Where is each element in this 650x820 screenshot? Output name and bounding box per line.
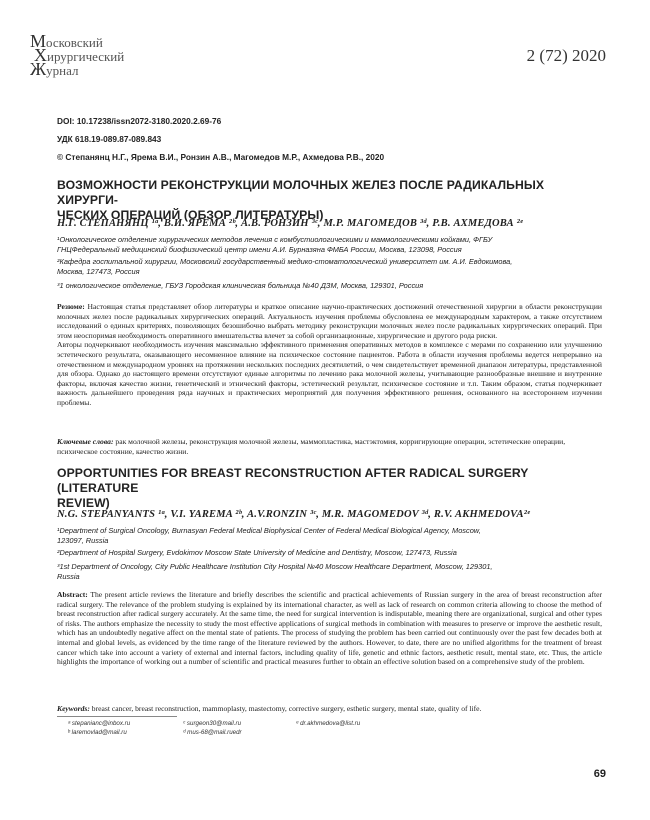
en-title-line-2: REVIEW) <box>57 496 110 510</box>
ru-abstract-text-2: Авторы подчеркивают необходимость изучения максимально эффективного применения оперативных методов в комплексе с мерами по сохранению или улучшению эстетического результата, оказывающего несомненное влияние на психическое состояние пациентов. Работа в области изучения проблемы ведется непрерывно на отечественном и международном уровнях на протяжении нескольких последних десятилетий, о чем свидетельствует временной диапазон литературы, представленной для обзора. Однако до настоящего времени отсутствуют единые алгоритмы по лечению рака молочной железы, учитывающие разнообразные внешние и внутренние факторы, включая качество жизни, генетический и этнический факторы, эстетический результат, психическое состояние и т.п. Таким образом, статья подчеркивает важность дальнейшего проведения ряда научных и практических мероприятий для получения эффективного решения, основанного на всестороннем изучении проблемы. <box>57 340 602 407</box>
en-keywords-text: breast cancer, breast reconstruction, mammoplasty, mastectomy, corrective surgery, esthetic surgery, mental state, quality of life. <box>89 704 482 713</box>
ru-affiliation-3: ³1 онкологическое отделение, ГБУЗ Городская клиническая больница №40 ДЗМ, Москва, 129301, Россия <box>57 281 424 290</box>
ru-keywords-label: Ключевые слова: <box>57 437 114 446</box>
en-affiliation-2: ²Department of Hospital Surgery, Evdokimov Moscow State University of Medicine and Dentistry, Moscow, 127473, Russia <box>57 548 457 557</box>
en-title <box>57 466 602 511</box>
issue-number: 2 (72) 2020 <box>526 46 606 65</box>
en-affil3-line-2: Russia <box>57 572 80 581</box>
ru-affil2-line-1: ²Кафедра госпитальной хирургии, Московский государственный медико-стоматологический университет им. А.И. Евдокимова, <box>57 257 513 266</box>
ru-affil1-line-1: ¹Онкологическое отделение хирургических методов лечения с комбустиологическими и маммологическими койками, ФГБУ <box>57 235 493 244</box>
en-affil3-line-1: ³1st Department of Oncology, City Public Healthcare Institution City Hospital №40 Moscow Healthcare Department, Moscow, 129301, <box>57 562 493 571</box>
ru-keywords-text: рак молочной железы, реконструкция молочной железы, маммопластика, мастэктомия, корригирующие операции, эстетические операции, психическое состояние, качество жизни. <box>57 437 566 456</box>
ru-abstract-text: Настоящая статья представляет обзор литературы и краткое описание научно-практических достижений отечественной хирургии в области реконструкции молочных желез после радикальных хирургических операций. Актуальность изучения проблемы обусловлена ее международным характером, а также отсутствием исследований о единых критериях, позволяющих безошибочно выбрать методику реконструкции молочных желез после радикальных хирургических операций. При этом неоспоримая необходимость оперативного вмешательства влечет за собой организационные, хирургические и другого рода риски. <box>57 302 602 340</box>
footnote-e: ᵉ dr.akhmedova@list.ru <box>296 720 361 727</box>
logo-line-2: Хирургический <box>34 45 125 65</box>
footnote-d: ᵈ mus-68@mail.ruedr <box>183 729 242 736</box>
footnote-a: ᵃ stepanianc@inbox.ru <box>68 720 131 727</box>
footnote-b: ᵇ laremovlad@mail.ru <box>68 729 127 736</box>
ru-abstract-label: Резюме: <box>57 302 85 311</box>
ru-affiliation-2 <box>57 257 602 277</box>
en-affiliation-1 <box>57 526 602 546</box>
footnote-c: ᶜ surgeon30@mail.ru <box>183 720 242 727</box>
en-abstract-label: Abstract: <box>57 590 88 599</box>
ru-affiliation-1 <box>57 235 602 255</box>
ru-title-line-2: ЧЕСКИХ ОПЕРАЦИЙ (ОБЗОР ЛИТЕРАТУРЫ) <box>57 208 324 222</box>
en-abstract-text: The present article reviews the literature and briefly describes the scientific and practical achievements of Russian surgery in the area of breast reconstruction after radical surgery. The relevance of the problem studying is explained by its international character, as well as lack of research on common criteria allowing to choose the method of breast reconstruction after radical surgery accurately. At the same time, the need for surgical intervention is indisputable, meaning there are organizational, surgical and other types of risks. The authors emphasize the necessity to study the most effective applications of surgical methods in combination with measures to preserve or improve the aesthetic result, which has an undoubtedly negative affect on the mental state of patients. The process of studying the problem has been carried out continuously over the past few decades both at internal and global levels, as evidenced by the time range of the literature reviewed by the authors. However, to date, there are no unified algorithms for the treatment of breast cancer which take into account a variety of external and internal factors, including quality of life, genetic and ethnic factors, aesthetic result, mental state, etc. Thus, the article highlights the importance of working out a number of scientific and practical measures further to obtain an effective solution based on a comprehensive study of the problem. <box>57 590 602 667</box>
page-number: 69 <box>593 768 606 780</box>
logo-line-1: Московский <box>30 31 103 51</box>
footnote-rule <box>57 716 177 717</box>
logo-line-3: Журнал <box>30 59 79 79</box>
en-abstract <box>57 590 602 667</box>
ru-affil2-line-2: Москва, 127473, Россия <box>57 267 140 276</box>
doi: DOI: 10.17238/issn2072-3180.2020.2.69-76 <box>57 116 222 126</box>
ru-keywords <box>57 437 602 456</box>
en-authors: N.G. STEPANYANTS ¹ᵃ, V.I. YAREMA ²ᵇ, A.V.RONZIN ³ᶜ, M.R. MAGOMEDOV ³ᵈ, R.V. AKHMEDOVA²ᵉ <box>57 509 531 520</box>
en-affil1-line-1: ¹Department of Surgical Oncology, Burnasyan Federal Medical Biophysical Center of Federal Medical Biological Agency, Moscow, <box>57 526 481 535</box>
ru-authors: Н.Г. СТЕПАНЯНЦ ¹ᵃ, В.И. ЯРЕМА ²ᵇ, А.В. РОНЗИН ³ᶜ, М.Р. МАГОМЕДОВ ³ᵈ, Р.В. АХМЕДОВА ²ᵉ <box>57 218 524 229</box>
en-affiliation-3 <box>57 562 602 582</box>
ru-title <box>57 178 602 223</box>
ru-abstract <box>57 302 602 408</box>
copyright: © Степанянц Н.Г., Ярема В.И., Ронзин А.В., Магомедов М.Р., Ахмедова Р.В., 2020 <box>57 152 385 162</box>
en-title-line-1: OPPORTUNITIES FOR BREAST RECONSTRUCTION AFTER RADICAL SURGERY (LITERATURE <box>57 466 529 495</box>
journal-logo <box>30 32 170 80</box>
ru-affil1-line-2: ГНЦФедеральный медицинский биофизический центр имени А.И. Бурназяна ФМБА России, Москва, 123098, Россия <box>57 245 462 254</box>
ru-title-line-1: ВОЗМОЖНОСТИ РЕКОНСТРУКЦИИ МОЛОЧНЫХ ЖЕЛЕЗ ПОСЛЕ РАДИКАЛЬНЫХ ХИРУРГИ- <box>57 178 545 207</box>
en-affil1-line-2: 123097, Russia <box>57 536 109 545</box>
en-keywords-label: Keywords: <box>57 704 90 713</box>
en-keywords <box>57 704 602 714</box>
udc: УДК 618.19-089.87-089.843 <box>57 134 162 144</box>
